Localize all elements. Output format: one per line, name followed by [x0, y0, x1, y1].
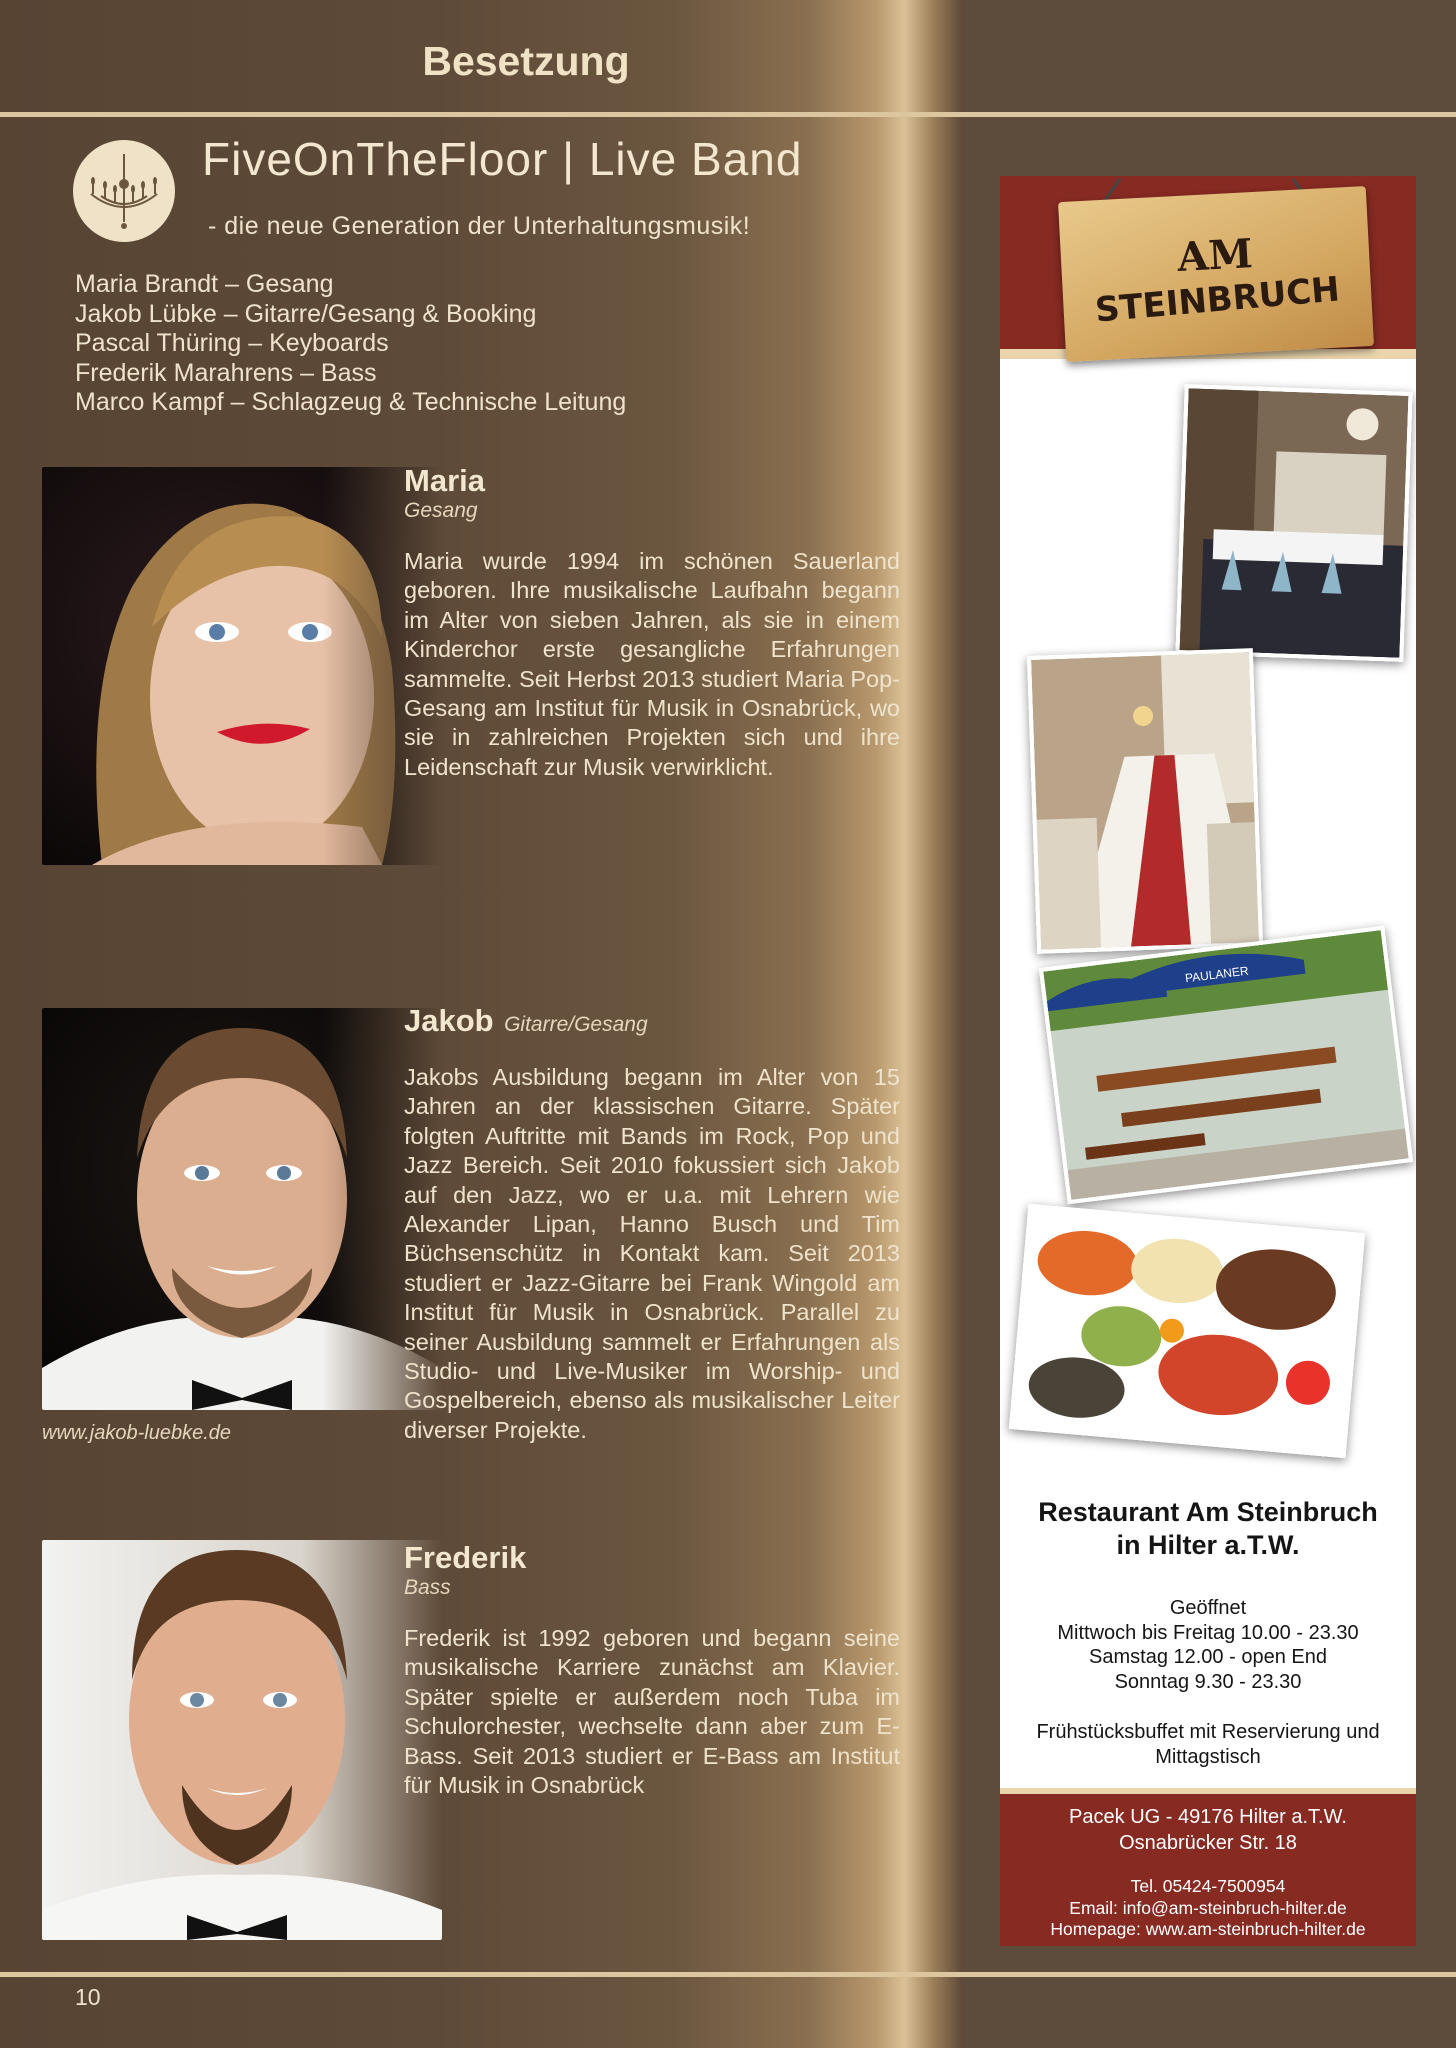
restaurant-sign	[1058, 186, 1374, 362]
sign-text-am: AM	[1176, 230, 1254, 281]
maria-bio	[404, 463, 900, 782]
member-item: Pascal Thüring – Keyboards	[75, 329, 389, 357]
profile-text: Maria wurde 1994 im schönen Sauerland geboren. Ihre musikalische Laufbahn begann im Alter von sieben Jahren, als sie in einem Kinderchor erste gesangliche Erfahrungen sammelte. Seit Herbst 2013 studiert Maria Pop-Gesang am Institut für Musik in Osnabrück, wo sie in zahlreichen Projekten sich und ihre Leidenschaft zur Musik verwirklicht.	[404, 548, 900, 780]
frederik-portrait	[42, 1540, 442, 1940]
chandelier-icon	[73, 140, 175, 242]
beer-garden-photo	[1039, 926, 1413, 1205]
top-rule	[0, 112, 1456, 117]
restaurant-location: in Hilter a.T.W.	[1116, 1530, 1300, 1560]
hours-line: Geöffnet	[1169, 1597, 1247, 1619]
member-item: Frederik Marahrens – Bass	[75, 358, 377, 387]
restaurant-name: Restaurant Am Steinbruch	[1038, 1497, 1378, 1527]
maria-portrait	[42, 467, 442, 865]
hours-line: Mittwoch bis Freitag 10.00 - 23.30	[1057, 1621, 1359, 1644]
profile-name: Frederik	[404, 1540, 527, 1575]
breakfast-line: Mittagstisch	[1155, 1745, 1261, 1768]
page-number: 10	[75, 1984, 101, 2010]
address-line: Osnabrücker Str. 18	[1119, 1832, 1297, 1854]
banquet-table-photo	[1027, 648, 1263, 954]
jakob-bio	[404, 1003, 900, 1445]
profile-role: Gitarre/Gesang	[504, 1013, 648, 1036]
profile-text: Jakobs Ausbildung begann im Alter von 15 Jahren an der klassischen Gitarre. Später folgten Auftritte mit Bands im Rock, Pop und Jazz Bereich. Seit 2010 fokussiert sich Jakob auf den Jazz, wo er u.a. mit Lehrern wie Alexander Lipan, Hanno Busch und Tim Büchsenschütz in Kontakt kam. Seit 2013 studiert er Jazz-Gitarre bei Frank Wingold am Institut für Musik in Osnabrück. Parallel zu seiner Ausbildung sammelt er Erfahrungen als Studio- und Live-Musiker im Worship- und Gospelbereich, ebenso als musikalischer Leiter diverser Projekte.	[404, 1064, 900, 1443]
sign-text-steinbruch: STEINBRUCH	[1093, 269, 1342, 331]
member-item: Marco Kampf – Schlagzeug & Technische Leitung	[75, 388, 627, 416]
band-tagline: - die neue Generation der Unterhaltungsmusik!	[208, 212, 751, 240]
breakfast-line: Frühstücksbuffet mit Reservierung und	[1036, 1721, 1380, 1743]
bottom-rule	[0, 1972, 1456, 1977]
profile-role: Bass	[404, 1576, 451, 1599]
contact-block	[1000, 1876, 1416, 1941]
jakob-website: www.jakob-luebke.de	[42, 1422, 231, 1444]
profile-name: Maria	[404, 463, 485, 498]
page-title: Besetzung	[422, 38, 630, 84]
address-line: Pacek UG - 49176 Hilter a.T.W.	[1069, 1806, 1347, 1828]
phone-text: Tel. 05424-7500954	[1130, 1876, 1286, 1896]
frederik-bio	[404, 1540, 900, 1800]
hours-line: Sonntag 9.30 - 23.30	[1114, 1670, 1302, 1693]
profile-text: Frederik ist 1992 geboren und begann seine musikalische Karriere zunächst am Klavier. Später spielte er außerdem noch Tuba im Schulorchester, wechselte dann aber zum E-Bass. Seit 2013 studiert er E-Bass am Institut für Musik in Osnabrück	[404, 1625, 900, 1799]
profile-name: Jakob	[404, 1003, 494, 1038]
address-block	[1000, 1804, 1416, 1856]
dining-room-photo	[1175, 384, 1412, 662]
email-text: Email: info@am-steinbruch-hilter.de	[1069, 1897, 1347, 1918]
breakfast-info	[1000, 1720, 1416, 1769]
hours-line: Samstag 12.00 - open End	[1089, 1646, 1327, 1668]
opening-hours	[1000, 1596, 1416, 1694]
jakob-portrait	[42, 1008, 442, 1410]
homepage-text: Homepage: www.am-steinbruch-hilter.de	[1050, 1919, 1366, 1939]
profile-role: Gesang	[404, 499, 478, 522]
umbrella-label: PAULANER	[1184, 963, 1250, 986]
restaurant-title	[1000, 1496, 1416, 1562]
member-item: Jakob Lübke – Gitarre/Gesang & Booking	[75, 299, 537, 328]
band-name: FiveOnTheFloor | Live Band	[202, 133, 803, 185]
buffet-photo	[1009, 1204, 1365, 1459]
member-item: Maria Brandt – Gesang	[75, 270, 334, 298]
restaurant-ad	[1000, 176, 1416, 1946]
ad-contact-band	[1000, 1794, 1416, 1946]
member-list	[75, 270, 626, 418]
